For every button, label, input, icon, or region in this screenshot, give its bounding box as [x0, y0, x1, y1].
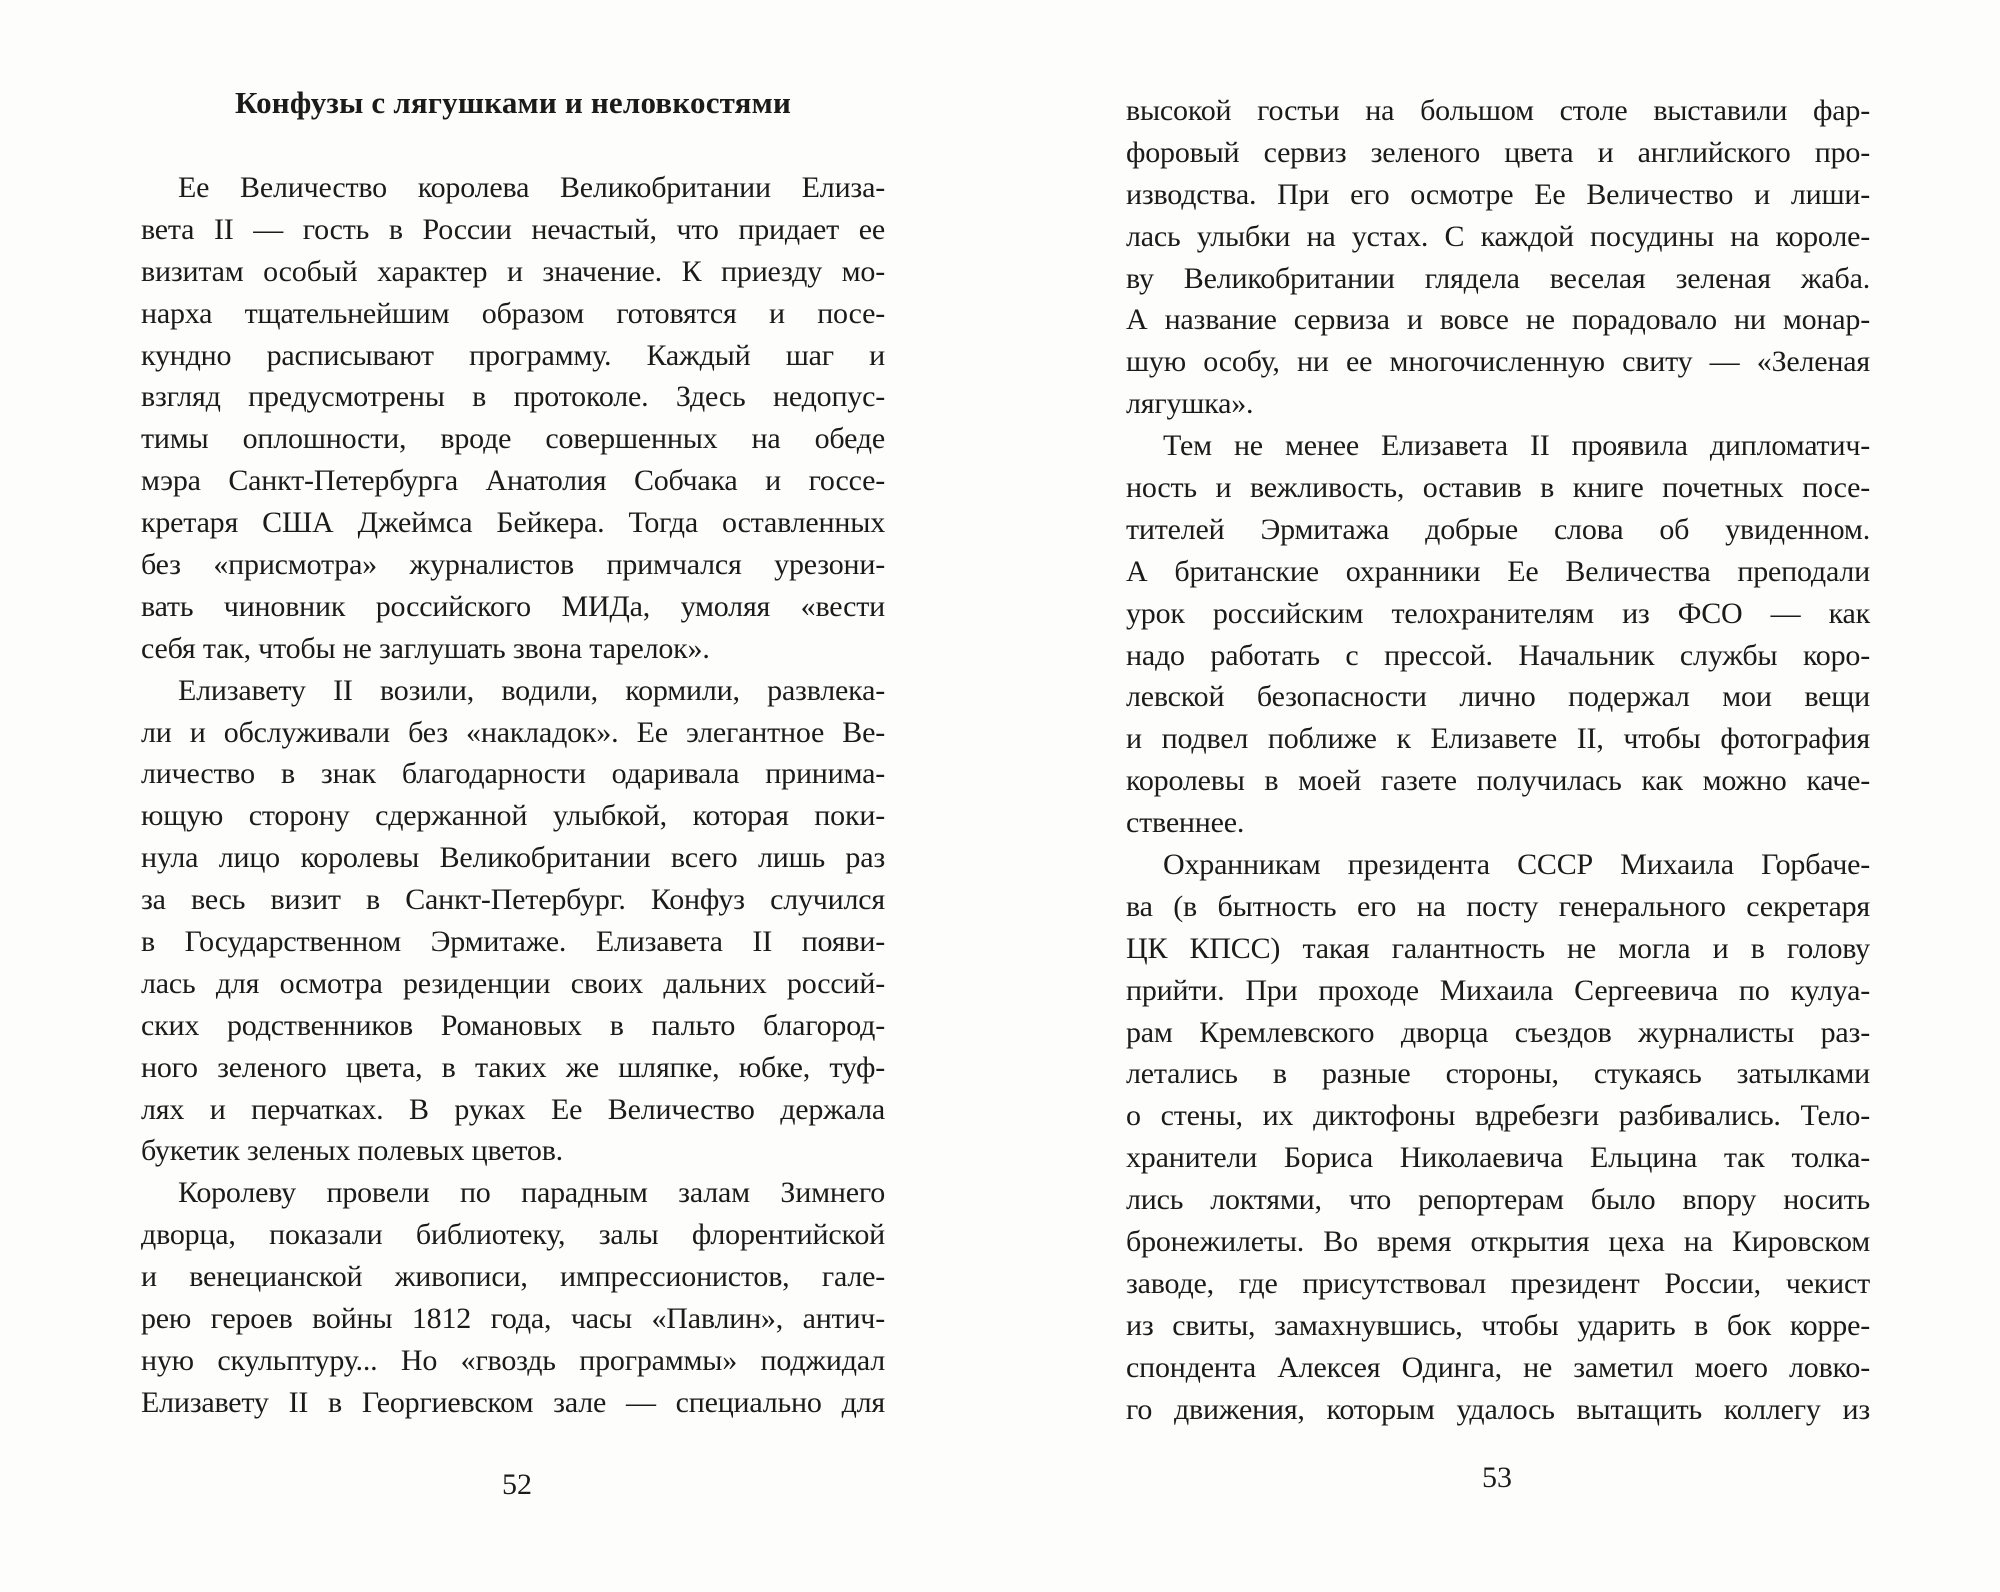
text-line: Тем не менее Елизавета II проявила дипломатич- — [1163, 429, 1870, 463]
text-line: личество в знак благодарности одаривала принима- — [141, 757, 885, 791]
text-line: Королеву провели по парадным залам Зимнего — [178, 1176, 885, 1210]
text-line: Ее Величество королева Великобритании Елиза- — [178, 171, 885, 204]
text-line: А название сервиза и вовсе не порадовало ни монар- — [1126, 303, 1870, 337]
text-line: лись локтями, что репортерам было впору носить — [1126, 1183, 1870, 1217]
text-line: А британские охранники Ее Величества преподали — [1126, 554, 1870, 588]
text-line: за весь визит в Санкт-Петербург. Конфуз случился — [141, 883, 885, 917]
text-line: бронежилеты. Во время открытия цеха на Кировском — [1126, 1225, 1870, 1259]
chapter-title: Конфузы с лягушками и неловкостями — [234, 85, 792, 120]
text-line: летались в разные стороны, стукаясь затылками — [1126, 1057, 1870, 1091]
text-line: из свиты, замахнувшись, чтобы ударить в бок корре- — [1126, 1308, 1870, 1342]
text-line: ного зеленого цвета, в таких же шляпке, юбке, туф- — [141, 1050, 885, 1084]
text-line: левской безопасности лично подержал мои вещи — [1126, 680, 1870, 714]
text-line: лях и перчатках. В руках Ее Величество держала — [141, 1092, 885, 1126]
text-line: Елизавету II в Георгиевском зале — специально для — [141, 1385, 885, 1419]
text-line: о стены, их диктофоны вдребезги разбивались. Тело- — [1126, 1099, 1870, 1133]
text-line: хранители Бориса Николаевича Ельцина так толка- — [1126, 1141, 1870, 1175]
text-line: себя так, чтобы не заглушать звона тарелок». — [141, 631, 710, 665]
text-line: рам Кремлевского дворца съездов журналисты раз- — [1126, 1015, 1870, 1049]
text-line: ную скульптуру... Но «гвоздь программы» поджидал — [141, 1343, 885, 1377]
text-line: лась для осмотра резиденции своих дальних россий- — [141, 966, 885, 1000]
right-page — [1000, 0, 2000, 1592]
text-line: нула лицо королевы Великобритании всего лишь раз — [141, 841, 885, 875]
text-line: королевы в моей газете получилась как можно каче- — [1126, 764, 1870, 798]
text-line: кретаря США Джеймса Бейкера. Тогда оставленных — [141, 506, 885, 540]
text-line: прийти. При проходе Михаила Сергеевича по кулуа- — [1126, 973, 1870, 1007]
text-line: ЦК КПСС) такая галантность не могла и в голову — [1126, 931, 1870, 965]
text-line: ва (в бытность его на посту генерального секретаря — [1126, 889, 1870, 923]
text-line: форовый сервиз зеленого цвета и английского про- — [1126, 135, 1870, 169]
text-line: в Государственном Эрмитаже. Елизавета II появи- — [141, 925, 885, 959]
left-page-text — [141, 167, 885, 1424]
text-line: кундно расписывают программу. Каждый шаг и — [141, 338, 885, 372]
text-line: лягушка». — [1126, 387, 1254, 421]
text-line: спондента Алексея Одинга, не заметил моего ловко- — [1126, 1350, 1870, 1384]
right-page-text — [1126, 90, 1870, 1431]
page-number: 53 — [1482, 1461, 1512, 1494]
text-line: ность и вежливость, оставив в книге почетных посе- — [1126, 471, 1870, 505]
text-line: ющую сторону сдержанной улыбкой, которая поки- — [141, 799, 885, 833]
text-line: вать чиновник российского МИДа, умоляя «вести — [141, 589, 885, 623]
text-line: мэра Санкт-Петербурга Анатолия Собчака и госсе- — [141, 464, 885, 498]
text-line: вета II — гость в России нечастый, что придает ее — [141, 212, 885, 246]
text-line: ву Великобритании глядела веселая зеленая жаба. — [1126, 261, 1870, 295]
text-line: визитам особый характер и значение. К приезду мо- — [141, 254, 885, 288]
text-line: взгляд предусмотрены в протоколе. Здесь недопус- — [141, 380, 885, 414]
text-line: ских родственников Романовых в пальто благород- — [141, 1008, 885, 1042]
text-line: нарха тщательнейшим образом готовятся и посе- — [141, 296, 885, 330]
text-line: надо работать с прессой. Начальник службы коро- — [1126, 638, 1870, 672]
text-line: ли и обслуживали без «накладок». Ее элегантное Ве- — [141, 715, 885, 749]
text-line: и подвел поближе к Елизавете II, чтобы фотография — [1126, 722, 1870, 756]
text-line: урок российским телохранителям из ФСО — как — [1126, 596, 1870, 630]
text-line: Елизавету II возили, водили, кормили, развлека- — [178, 673, 885, 707]
text-line: шую особу, ни ее многочисленную свиту — «Зеленая — [1126, 345, 1870, 379]
page-number: 52 — [502, 1468, 532, 1501]
text-line: рею героев войны 1812 года, часы «Павлин», антич- — [141, 1302, 885, 1336]
text-line: Охранникам президента СССР Михаила Горбаче- — [1163, 848, 1870, 882]
text-line: тимы оплошности, вроде совершенных на обеде — [141, 422, 885, 456]
text-line: высокой гостьи на большом столе выставили фар- — [1126, 94, 1870, 127]
text-line: лась улыбки на устах. С каждой посудины на короле- — [1126, 219, 1870, 253]
text-line: дворца, показали библиотеку, залы флорентийской — [141, 1218, 885, 1252]
text-line: без «присмотра» журналистов примчался урезони- — [141, 548, 885, 582]
text-line: изводства. При его осмотре Ее Величество и лиши- — [1126, 177, 1870, 211]
text-line: тителей Эрмитажа добрые слова об увиденном. — [1126, 512, 1870, 546]
text-line: букетик зеленых полевых цветов. — [141, 1134, 563, 1168]
text-line: заводе, где присутствовал президент России, чекист — [1126, 1266, 1870, 1300]
text-line: и венецианской живописи, импрессионистов, гале- — [141, 1260, 885, 1294]
text-line: го движения, которым удалось вытащить коллегу из — [1126, 1392, 1870, 1426]
text-line: ственнее. — [1126, 806, 1245, 840]
